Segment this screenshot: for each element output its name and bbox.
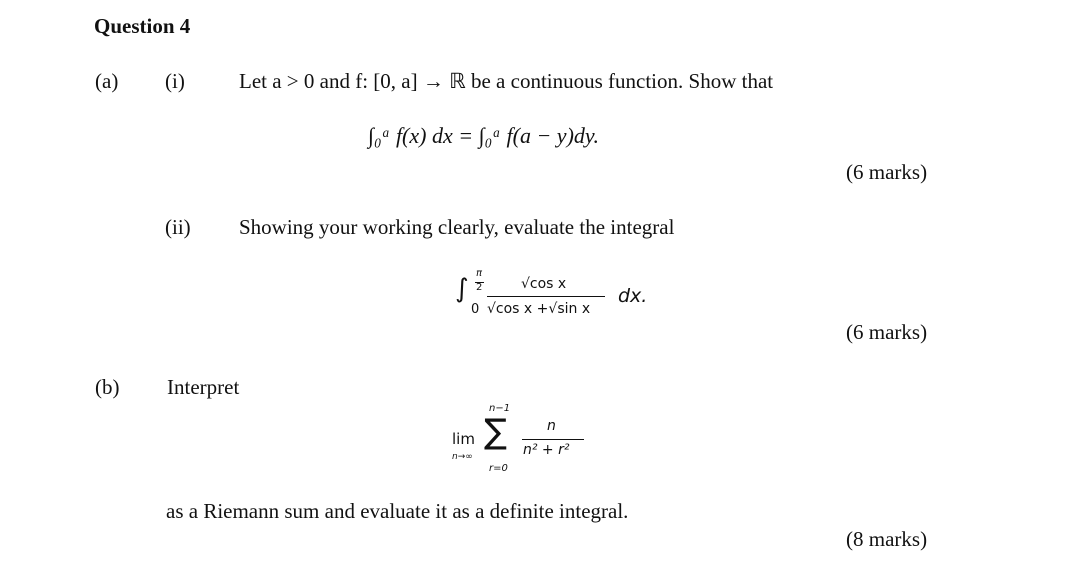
part-a-i-marks: (6 marks)	[846, 160, 928, 184]
part-a-label: (a)	[95, 69, 119, 93]
part-a-i-intro: Let a > 0 and f: [0, a] → ℝ be a continuous function. Show that	[239, 69, 774, 93]
limit-sum-expression	[448, 400, 608, 480]
equation-text: ∫₀ᵃ f(x) dx = ∫₀ᵃ f(a − y)dy.	[368, 123, 599, 148]
part-b-marks: (8 marks)	[846, 527, 928, 551]
fraction-denominator: √cos x +√sin x	[487, 301, 591, 317]
part-b-text: Interpret	[167, 375, 240, 399]
sum-fraction-bar	[522, 439, 584, 440]
part-a-ii-marks: (6 marks)	[846, 320, 928, 344]
sum-denominator: n² + r²	[523, 442, 570, 458]
part-a-i-label: (i)	[165, 69, 185, 93]
integral-sign: ∫	[455, 274, 469, 304]
equation-integral-identity	[368, 123, 599, 149]
integral-expression	[455, 268, 665, 328]
question-title: Question 4	[94, 14, 191, 38]
lower-limit: 0	[471, 302, 480, 317]
fraction-bar	[487, 296, 605, 297]
upper-limit-denominator: 2	[476, 282, 483, 293]
part-a-ii-text: Showing your working clearly, evaluate the integral	[239, 215, 675, 239]
differential: dx.	[618, 285, 648, 307]
lim-subscript: n→∞	[452, 452, 473, 462]
part-a-ii-label: (ii)	[165, 215, 191, 239]
lim-text: lim	[452, 430, 475, 448]
fraction-numerator: √cos x	[521, 276, 567, 292]
part-b-after-text: as a Riemann sum and evaluate it as a definite integral.	[166, 499, 629, 523]
part-b-label: (b)	[95, 375, 120, 399]
sum-lower-limit: r=0	[489, 463, 508, 474]
upper-limit-numerator: π	[476, 268, 483, 279]
sum-numerator: n	[547, 418, 556, 434]
sigma-sign: ∑	[484, 412, 507, 452]
sum-upper-limit: n−1	[489, 403, 511, 414]
